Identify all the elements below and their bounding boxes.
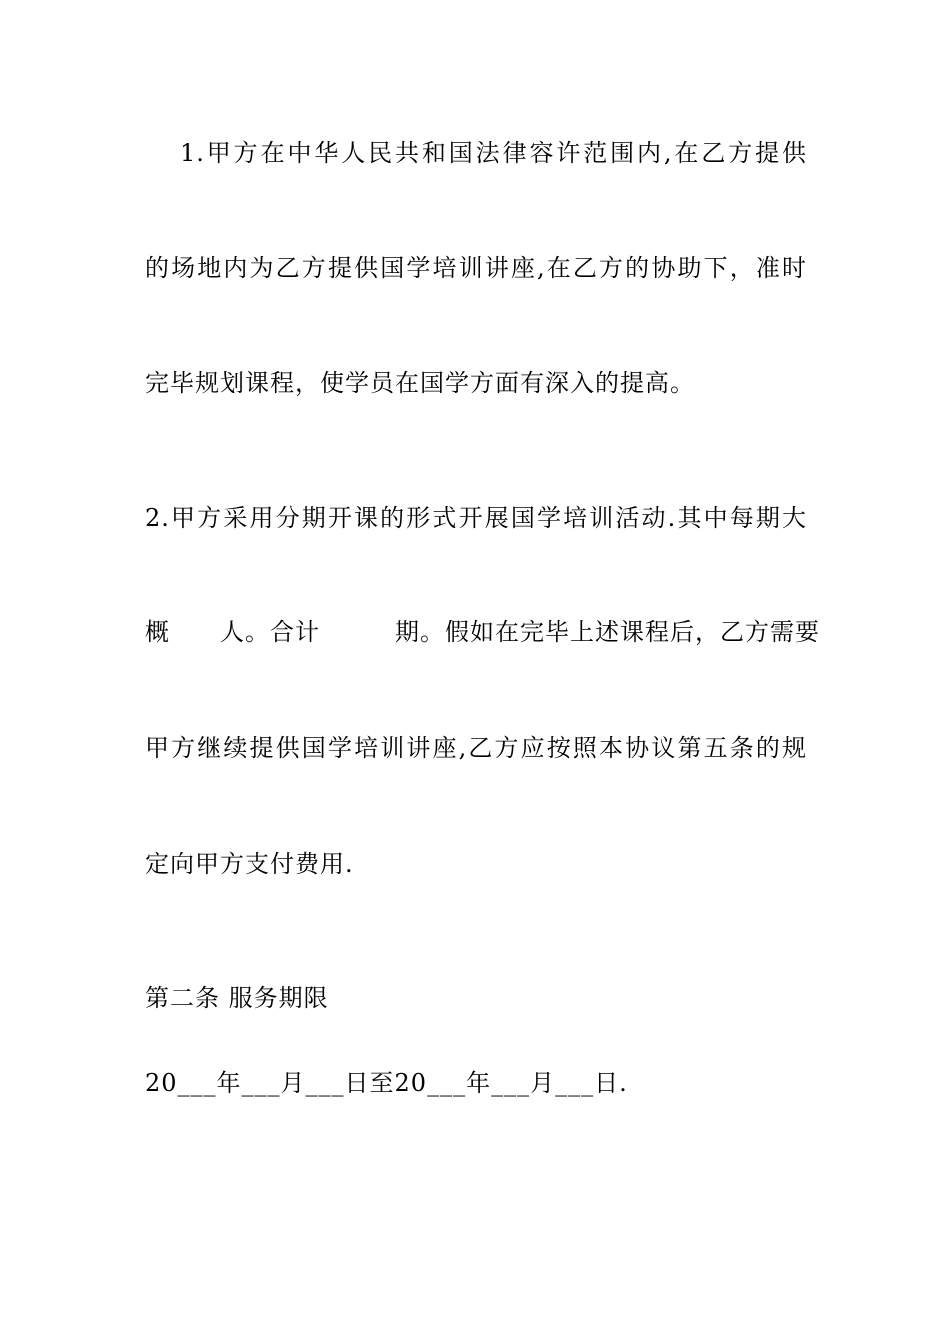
- clause-1-line-2: 的场地内为乙方提供国学培训讲座,在乙方的协助下，准时: [145, 254, 807, 282]
- service-period-line: 20___年___月___日至20___年___月___日.: [145, 1069, 628, 1097]
- clause-2-line-2: 概 人。合计 期。假如在完毕上述课程后，乙方需要: [145, 618, 820, 646]
- clause-1-line-3: 完毕规划课程，使学员在国学方面有深入的提高。: [145, 369, 695, 397]
- clause-1-line-1: 1.甲方在中华人民共和国法律容许范围内,在乙方提供: [180, 139, 807, 167]
- clause-2-line-4: 定向甲方支付费用.: [145, 850, 354, 878]
- section-2-heading: 第二条 服务期限: [145, 984, 329, 1012]
- clause-2-line-1: 2.甲方采用分期开课的形式开展国学培训活动.其中每期大: [145, 504, 807, 532]
- clause-2-line-3: 甲方继续提供国学培训讲座,乙方应按照本协议第五条的规: [145, 734, 807, 762]
